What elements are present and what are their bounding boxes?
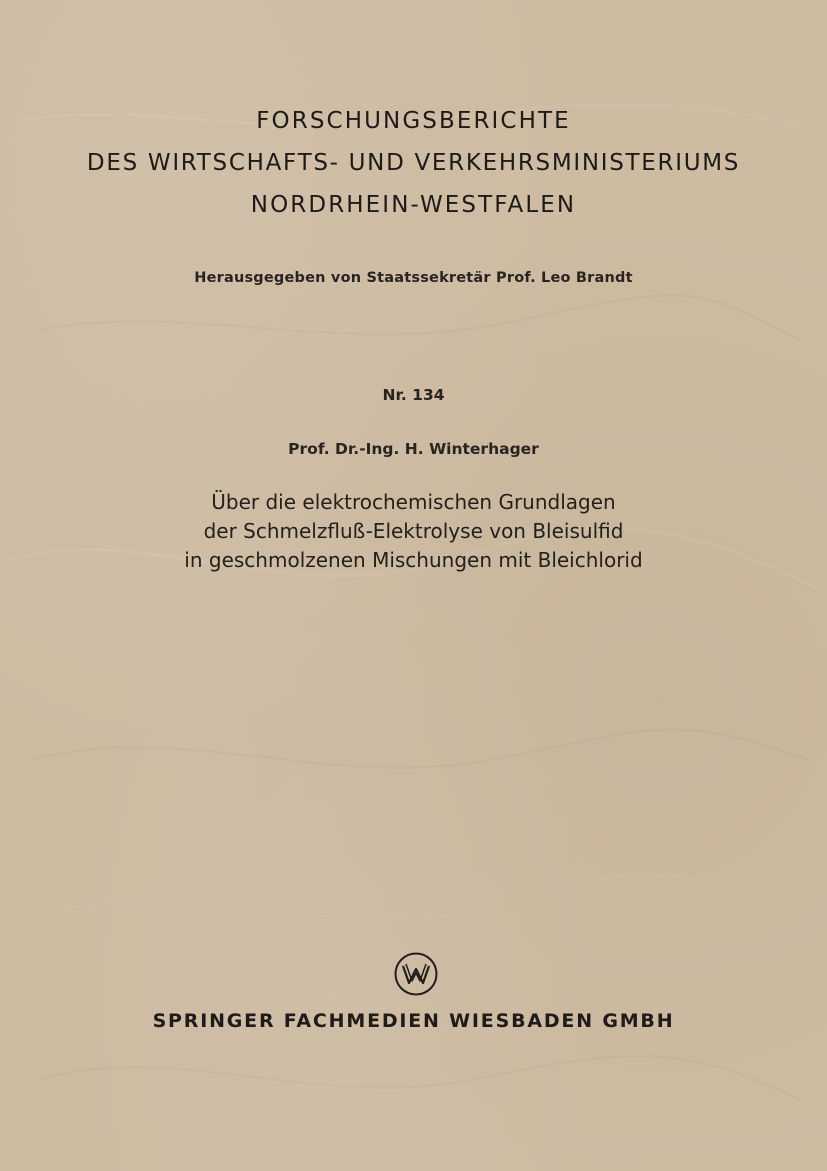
volume-number: Nr. 134 bbox=[382, 386, 445, 404]
editor-line: Herausgegeben von Staatssekretär Prof. Leo Brandt bbox=[194, 270, 633, 286]
series-title-line-3: NORDRHEIN-WESTFALEN bbox=[250, 192, 577, 218]
publisher-name: SPRINGER FACHMEDIEN WIESBADEN GMBH bbox=[152, 1010, 675, 1032]
book-title-line-1: Über die elektrochemischen Grundlagen bbox=[211, 490, 616, 514]
book-title-line-3: in geschmolzenen Mischungen mit Bleichlorid bbox=[184, 548, 643, 572]
series-title-line-1: FORSCHUNGSBERICHTE bbox=[256, 108, 571, 134]
author-name: Prof. Dr.-Ing. H. Winterhager bbox=[288, 440, 539, 458]
book-title-line-2: der Schmelzfluß-Elektrolyse von Bleisulfid bbox=[203, 519, 624, 543]
series-title-line-2: DES WIRTSCHAFTS- UND VERKEHRSMINISTERIUMS bbox=[86, 150, 741, 176]
publisher-logo-icon bbox=[393, 951, 439, 997]
